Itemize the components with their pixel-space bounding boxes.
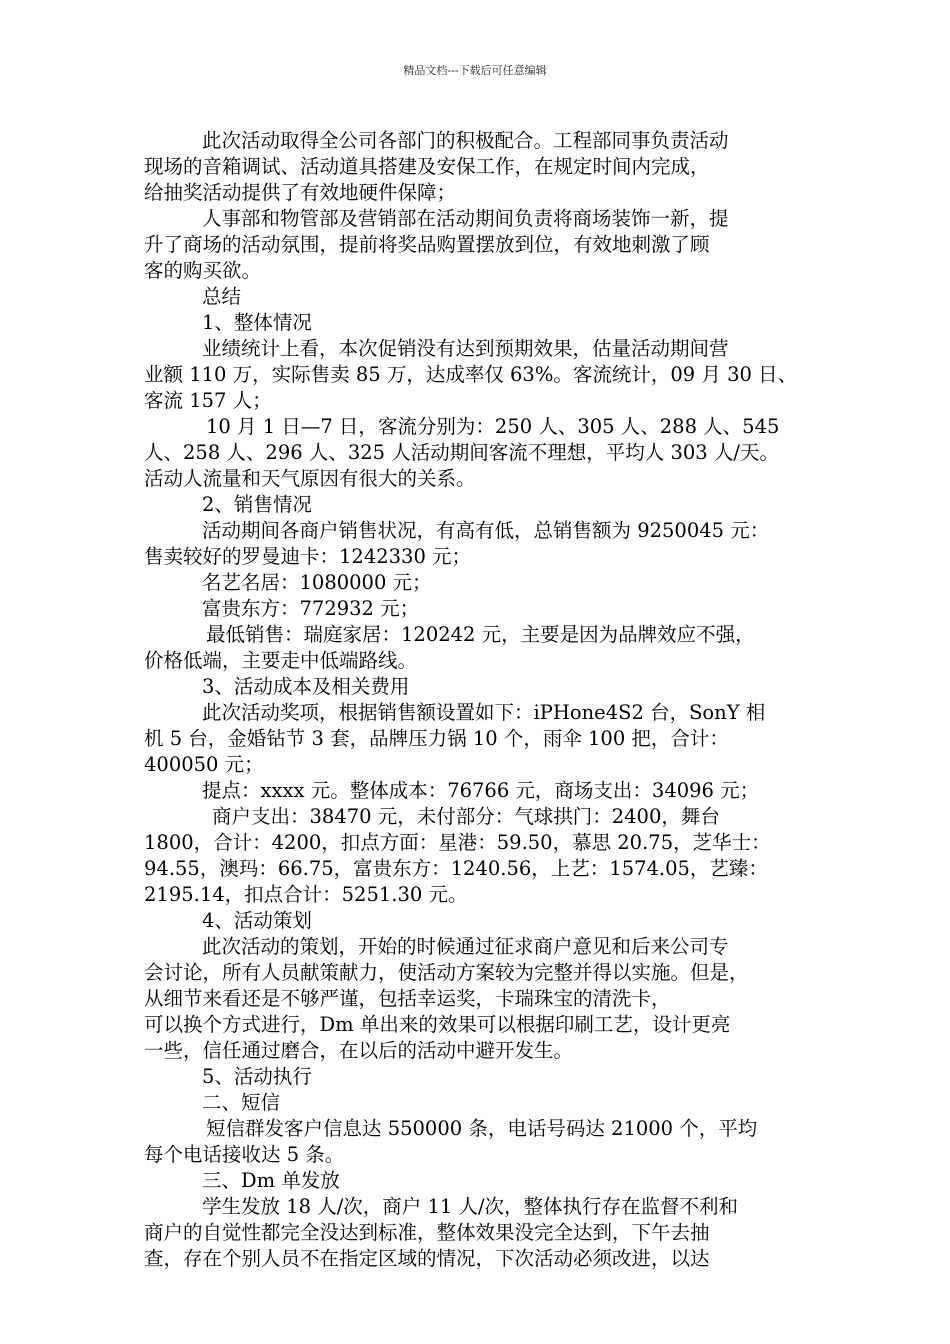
section-heading: 5、活动执行 <box>202 1065 312 1088</box>
body-line: 每个电话接收达 5 条。 <box>144 1143 345 1166</box>
body-line: 售卖较好的罗曼迪卡：1242330 元； <box>144 545 472 568</box>
body-line: 升了商场的活动氛围，提前将奖品购置摆放到位，有效地刺激了顾 <box>144 233 710 256</box>
body-line: 商户的自觉性都完全没达到标准，整体效果没完全达到，下午去抽 <box>144 1221 710 1244</box>
body-line: 可以换个方式进行，Dm 单出来的效果可以根据印刷工艺，设计更亮 <box>144 1013 731 1036</box>
body-line: 2195.14，扣点合计：5251.30 元。 <box>144 883 468 906</box>
body-line: 业绩统计上看，本次促销没有达到预期效果，估量活动期间营 <box>202 337 729 360</box>
body-line: 人、258 人、296 人、325 人活动期间客流不理想，平均人 303 人/天。 <box>144 441 779 464</box>
body-line: 客的购买欲。 <box>144 259 262 282</box>
section-heading: 二、短信 <box>202 1091 281 1114</box>
section-heading: 总结 <box>202 285 242 308</box>
body-line: 提点：xxxx 元。整体成本：76766 元，商场支出：34096 元； <box>202 779 760 802</box>
body-line: 人事部和物管部及营销部在活动期间负责将商场装饰一新，提 <box>202 207 729 230</box>
body-line: 400050 元； <box>144 753 264 776</box>
page-header: 精品文档---下载后可任意编辑 <box>403 64 547 77</box>
body-line: 94.55，澳玛：66.75，富贵东方：1240.56，上艺：1574.05，艺臻： <box>144 857 768 880</box>
section-heading: 三、Dm 单发放 <box>202 1169 340 1192</box>
body-line: 此次活动取得全公司各部门的积极配合。工程部同事负责活动 <box>202 129 729 152</box>
section-heading: 4、活动策划 <box>202 909 312 932</box>
body-line: 现场的音箱调试、活动道具搭建及安保工作，在规定时间内完成， <box>144 155 710 178</box>
body-line: 10 月 1 日—7 日，客流分别为：250 人、305 人、288 人、545 <box>206 415 780 438</box>
body-line: 客流 157 人； <box>144 389 272 412</box>
body-line: 会讨论，所有人员献策献力，使活动方案较为完整并得以实施。但是， <box>144 961 749 984</box>
document-body <box>144 128 834 1272</box>
section-heading: 1、整体情况 <box>202 311 312 334</box>
body-line: 价格低端，主要走中低端路线。 <box>144 649 418 672</box>
body-line: 学生发放 18 人/次，商户 11 人/次，整体执行存在监督不利和 <box>202 1195 739 1218</box>
body-line: 1800，合计：4200，扣点方面：星港：59.50，慕思 20.75，芝华士： <box>144 831 771 854</box>
body-line: 业额 110 万，实际售卖 85 万，达成率仅 63%。客流统计，09 月 30 日、 <box>144 363 798 386</box>
body-line: 一些，信任通过磨合，在以后的活动中避开发生。 <box>144 1039 574 1062</box>
body-line: 短信群发客户信息达 550000 条，电话号码达 21000 个，平均 <box>206 1117 758 1140</box>
body-line: 从细节来看还是不够严谨，包括幸运奖，卡瑞珠宝的清洗卡， <box>144 987 671 1010</box>
body-line: 名艺名居：1080000 元； <box>202 571 432 594</box>
body-line: 机 5 台，金婚钻节 3 套，品牌压力锅 10 个，雨伞 100 把，合计： <box>144 727 729 750</box>
body-line: 此次活动奖项，根据销售额设置如下：iPHone4S2 台，SonY 相 <box>202 701 766 724</box>
body-line: 富贵东方：772932 元； <box>202 597 420 620</box>
body-line: 活动期间各商户销售状况，有高有低，总销售额为 9250045 元： <box>202 519 770 542</box>
section-heading: 3、活动成本及相关费用 <box>202 675 410 698</box>
body-line: 给抽奖活动提供了有效地硬件保障； <box>144 181 457 204</box>
body-line: 商户支出：38470 元，未付部分：气球拱门：2400，舞台 <box>212 805 720 828</box>
body-line: 最低销售：瑞庭家居：120242 元，主要是因为品牌效应不强， <box>206 623 755 646</box>
section-heading: 2、销售情况 <box>202 493 312 516</box>
body-line: 活动人流量和天气原因有很大的关系。 <box>144 467 476 490</box>
body-line: 此次活动的策划，开始的时候通过征求商户意见和后来公司专 <box>202 935 729 958</box>
body-line: 查，存在个别人员不在指定区域的情况，下次活动必须改进，以达 <box>144 1247 710 1270</box>
